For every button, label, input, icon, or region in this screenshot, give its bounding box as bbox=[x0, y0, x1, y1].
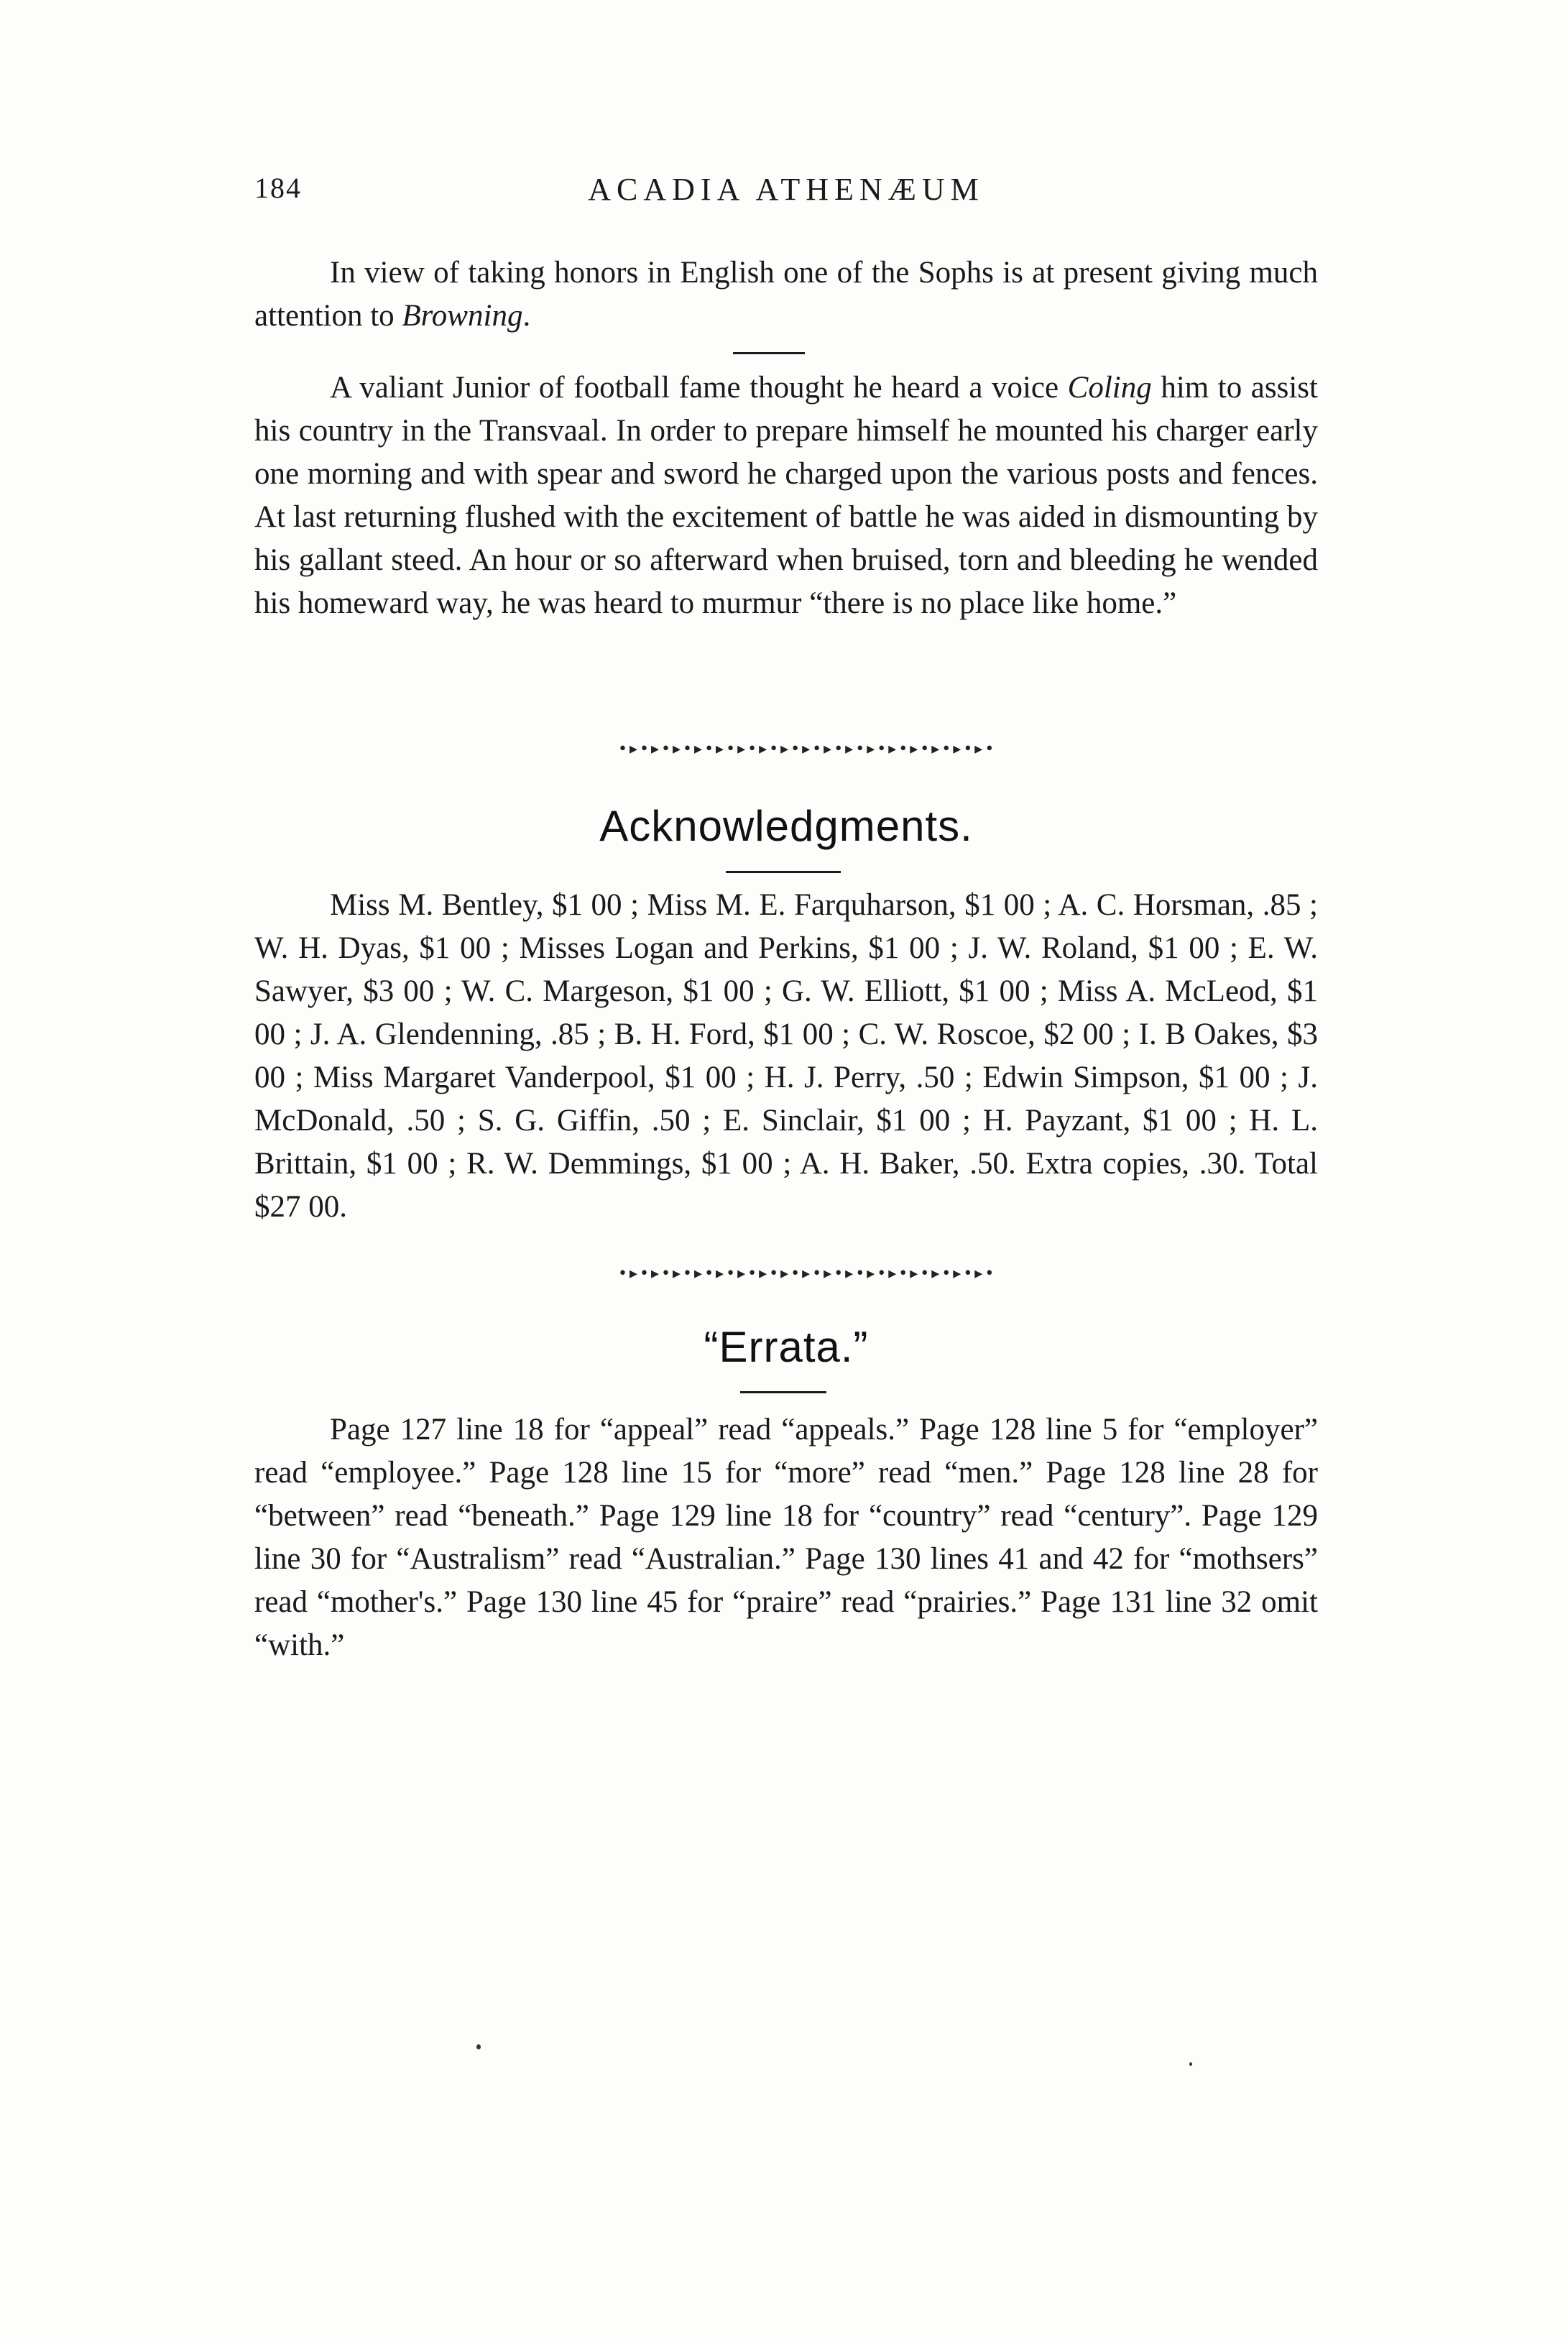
section-divider-rule bbox=[733, 352, 805, 354]
running-head bbox=[254, 171, 1318, 214]
page-number: 184 bbox=[254, 172, 302, 204]
errata-list: Page 127 line 18 for “appeal” read “appeals.” Page 128 line 5 for “employer” read “employee.” Page 128 line 15 for “more” read “men.” Page 128 line 28 for “between” read “beneath.” Page 129 line 18 for “country” read “century”. Page 129 line 30 for “Australism” read “Australian.” Page 130 lines 41 and 42 for “mothsers” read “mother's.” Page 130 line 45 for “praire” read “prairies.” Page 131 line 32 omit “with.” bbox=[254, 1413, 1318, 1662]
scan-speck bbox=[1189, 2062, 1192, 2066]
item-junior-text: A valiant Junior of football fame thought he heard a voice bbox=[330, 371, 1068, 405]
item-junior-rest: him to assist his country in the Transvaal. In order to prepare himself he mounted his charger early one morning and with spear and sword he charged upon the various posts and fences. At last returning flushed with the excitement of battle he was aided in dismounting by his gallant steed. An hour or so afterward when bruised, torn and bleeding he wended his homeward way, he was heard to murmur “there is no place like home.” bbox=[254, 371, 1318, 620]
item-browning-emphasis: Browning bbox=[402, 299, 523, 333]
journal-title: ACADIA ATHENÆUM bbox=[588, 172, 984, 207]
errata-heading: “Errata.” bbox=[704, 1323, 869, 1371]
item-junior-emphasis: Coling bbox=[1067, 371, 1152, 405]
item-browning-note bbox=[254, 252, 1318, 338]
acknowledgments-heading: Acknowledgments. bbox=[599, 802, 973, 850]
item-browning-text: In view of taking honors in English one of the Sophs is at present giving much attention to bbox=[254, 256, 1318, 333]
scan-speck bbox=[476, 2044, 481, 2049]
acknowledgments-heading-rule bbox=[726, 871, 841, 873]
errata-heading-rule bbox=[740, 1391, 826, 1393]
ornament-divider: •▸•▸•▸•▸•▸•▸•▸•▸•▸•▸•▸•▸•▸•▸•▸•▸•▸• bbox=[618, 740, 997, 758]
item-browning-end: . bbox=[522, 299, 531, 333]
item-junior-note bbox=[254, 366, 1318, 625]
acknowledgments-list: Miss M. Bentley, $1 00 ; Miss M. E. Farquharson, $1 00 ; A. C. Horsman, .85 ; W. H. Dyas, $1 00 ; Misses Logan and Perkins, $1 00 ; J. W. Roland, $1 00 ; E. W. Sawyer, $3 00 ; W. C. Margeson, $1 00 ; G. W. Elliott, $1 00 ; Miss A. McLeod, $1 00 ; J. A. Glendenning, .85 ; B. H. Ford, $1 00 ; C. W. Roscoe, $2 00 ; I. B Oakes, $3 00 ; Miss Margaret Vanderpool, $1 00 ; H. J. Perry, .50 ; Edwin Simpson, $1 00 ; J. McDonald, .50 ; S. G. Giffin, .50 ; E. Sinclair, $1 00 ; H. Payzant, $1 00 ; H. L. Brittain, $1 00 ; R. W. Demmings, $1 00 ; A. H. Baker, .50. Extra copies, .30. Total $27 00. bbox=[254, 888, 1318, 1224]
ornament-divider-2: •▸•▸•▸•▸•▸•▸•▸•▸•▸•▸•▸•▸•▸•▸•▸•▸•▸• bbox=[618, 1265, 997, 1283]
